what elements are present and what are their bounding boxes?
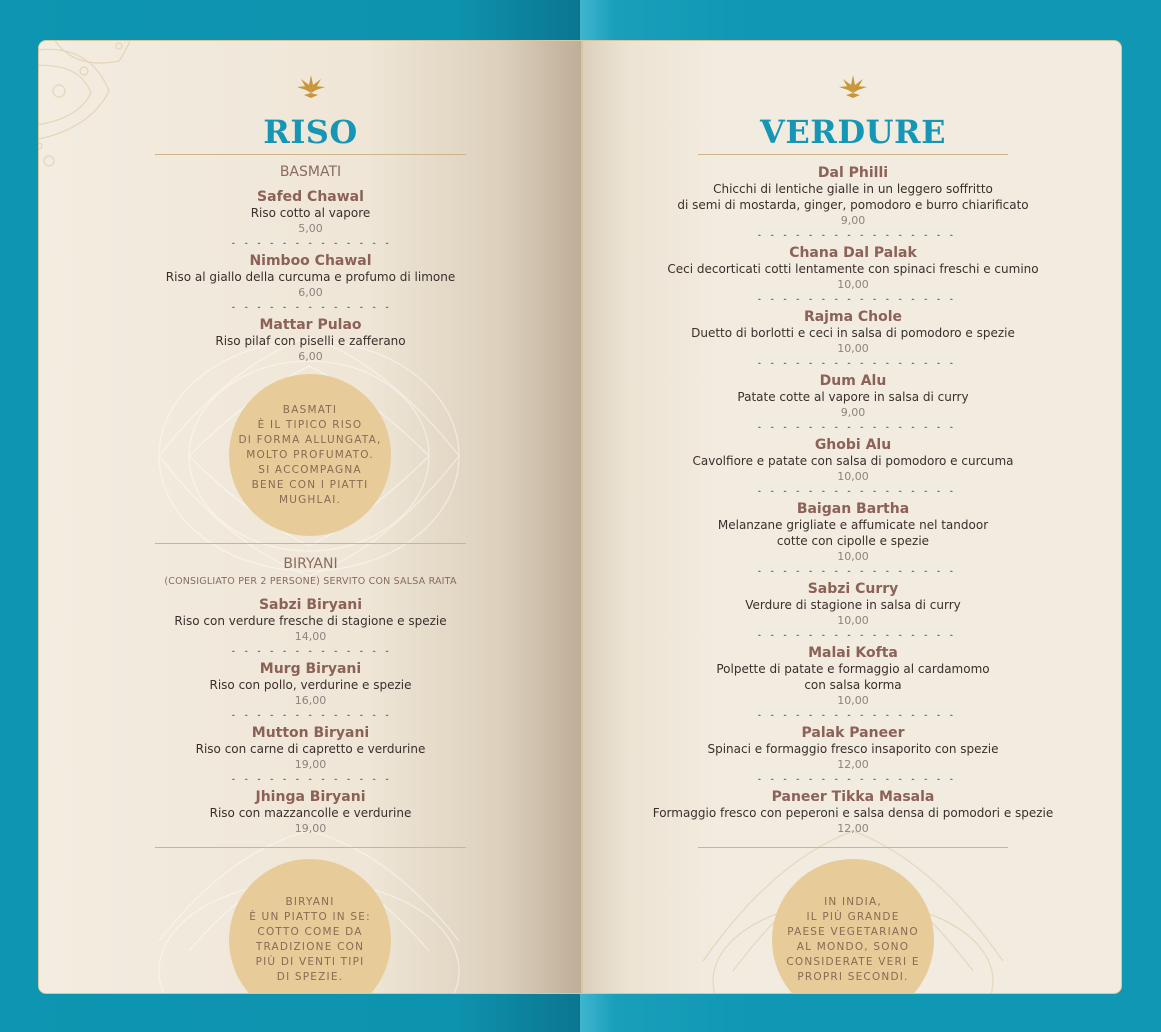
menu-item [75,725,546,773]
menu-item [618,789,1088,837]
lotus-star-icon [837,73,869,101]
item-description: Spinaci e formaggio fresco insaporito con spezie [707,742,999,756]
item-description: Cavolfiore e patate con salsa di pomodoro e curcuma [692,454,1014,468]
item-description: Chicchi di lentiche gialle in un leggero soffritto [713,182,993,196]
note-line: IL PIÙ GRANDE [806,911,900,923]
note-line: È IL TIPICO RISO [257,418,363,431]
item-description: Duetto di borlotti e ceci in salsa di pomodoro e spezie [691,326,1015,340]
menu-item [75,661,546,709]
menu-item [618,581,1088,629]
menu-item [618,165,1088,229]
item-description: Riso cotto al vapore [250,206,371,220]
item-price: 10,00 [837,342,869,355]
note-line: DI SPEZIE. [276,971,344,983]
divider [698,847,1008,848]
item-name: Rajma Chole [803,309,903,325]
item-description: Polpette di patate e formaggio al cardamomo [716,662,990,676]
item-name: Safed Chawal [257,189,364,205]
note-line: SI ACCOMPAGNA [258,463,362,476]
item-price: 10,00 [837,470,869,483]
item-price: 9,00 [840,406,866,419]
item-price: 6,00 [298,286,323,299]
dotted-separator [227,714,393,716]
note-line: È UN PIATTO IN SE: [249,911,371,923]
note-line: AL MONDO, SONO [796,941,910,953]
item-description: Riso con carne di capretto e verdurine [195,742,426,756]
item-description: Riso al giallo della curcuma e profumo di limone [165,270,456,284]
dotted-separator [753,634,953,636]
dotted-separator [753,778,953,780]
dotted-separator [227,778,393,780]
item-price: 12,00 [837,822,869,835]
item-description: Riso con verdure fresche di stagione e spezie [174,614,447,628]
item-price: 10,00 [837,550,869,563]
dotted-separator [753,490,953,492]
item-description: di semi di mostarda, ginger, pomodoro e burro chiarificato [677,198,1029,212]
item-name: Sabzi Curry [807,581,899,597]
item-price: 16,00 [294,694,327,707]
dotted-separator [753,714,953,716]
item-price: 10,00 [837,694,869,707]
dotted-separator [753,362,953,364]
item-description: cotte con cipolle e spezie [776,534,930,548]
menu-item [618,645,1088,709]
page-title-riso: RISO [263,113,358,151]
item-name: Mutton Biryani [251,725,370,741]
menu-item [618,501,1088,565]
note-line: BASMATI [282,403,338,416]
page-title-verdure: VERDURE [760,113,946,151]
dotted-separator [227,242,393,244]
item-name: Sabzi Biryani [258,597,363,613]
item-description: Formaggio fresco con peperoni e salsa densa di pomodori e spezie [652,806,1054,820]
item-description: Patate cotte al vapore in salsa di curry [737,390,969,404]
divider [155,154,466,155]
note-line: MOLTO PROFUMATO. [246,448,374,461]
note-line: IN INDIA, [824,896,882,908]
item-price: 19,00 [294,758,327,771]
dotted-separator [753,234,953,236]
item-price: 19,00 [294,822,327,835]
item-name: Dum Alu [819,373,887,389]
item-price: 5,00 [298,222,323,235]
item-price: 9,00 [840,214,866,227]
menu-item [618,725,1088,773]
dotted-separator [227,650,393,652]
note-line: DI FORMA ALLUNGATA, [238,433,382,446]
item-description: Riso con pollo, verdurine e spezie [209,678,412,692]
menu-item [75,253,546,301]
divider [155,847,466,848]
item-name: Dal Philli [817,165,889,181]
item-name: Malai Kofta [808,645,898,661]
item-name: Paneer Tikka Masala [771,789,935,805]
section-title-biryani: BIRYANI [283,556,338,572]
note-line: TRADIZIONE CON [255,941,365,953]
item-price: 10,00 [837,278,869,291]
lotus-star-icon [295,73,327,101]
dotted-separator [753,298,953,300]
item-name: Palak Paneer [801,725,905,741]
note-line: PIÙ DI VENTI TIPI [255,956,365,968]
item-name: Ghobi Alu [814,437,892,453]
item-name: Nimboo Chawal [249,253,372,269]
right-page [582,40,1122,994]
item-description: Melanzane grigliate e affumicate nel tandoor [717,518,989,532]
item-name: Murg Biryani [259,661,362,677]
menu-item [75,597,546,645]
item-description: Riso pilaf con piselli e zafferano [215,334,406,348]
menu-item [618,437,1088,485]
dotted-separator [753,426,953,428]
note-line: PROPRI SECONDI. [797,971,909,983]
item-description: Ceci decorticati cotti lentamente con spinaci freschi e cumino [667,262,1039,276]
note-line: CONSIDERATE VERI E [786,956,920,968]
menu-item [618,245,1088,293]
dotted-separator [227,306,393,308]
item-price: 14,00 [294,630,327,643]
menu-item [618,309,1088,357]
item-price: 12,00 [837,758,869,771]
dotted-separator [753,570,953,572]
section-note-biryani: (CONSIGLIATO PER 2 PERSONE) SERVITO CON SALSA RAITA [164,576,457,587]
note-line: PAESE VEGETARIANO [787,926,919,938]
item-description: Riso con mazzancolle e verdurine [209,806,412,820]
item-price: 6,00 [298,350,323,363]
note-line: BENE CON I PIATTI [251,478,369,491]
menu-item [75,789,546,837]
item-name: Mattar Pulao [259,317,362,333]
note-circle-basmati [229,374,391,536]
item-description: con salsa korma [804,678,902,692]
item-description: Verdure di stagione in salsa di curry [745,598,961,612]
item-price: 10,00 [837,614,869,627]
item-name: Baigan Bartha [796,501,910,517]
section-title-basmati: BASMATI [279,164,342,180]
note-line: MUGHLAI. [278,493,342,506]
note-line: COTTO COME DA [257,926,363,938]
item-name: Jhinga Biryani [255,789,366,805]
menu-item [75,317,546,365]
divider [155,543,466,544]
mandala-ornament-topleft [38,40,179,181]
divider [698,154,1008,155]
menu-item [618,373,1088,421]
menu-item [75,189,546,237]
left-page [38,40,582,994]
item-name: Chana Dal Palak [789,245,917,261]
note-line: BIRYANI [285,896,335,908]
